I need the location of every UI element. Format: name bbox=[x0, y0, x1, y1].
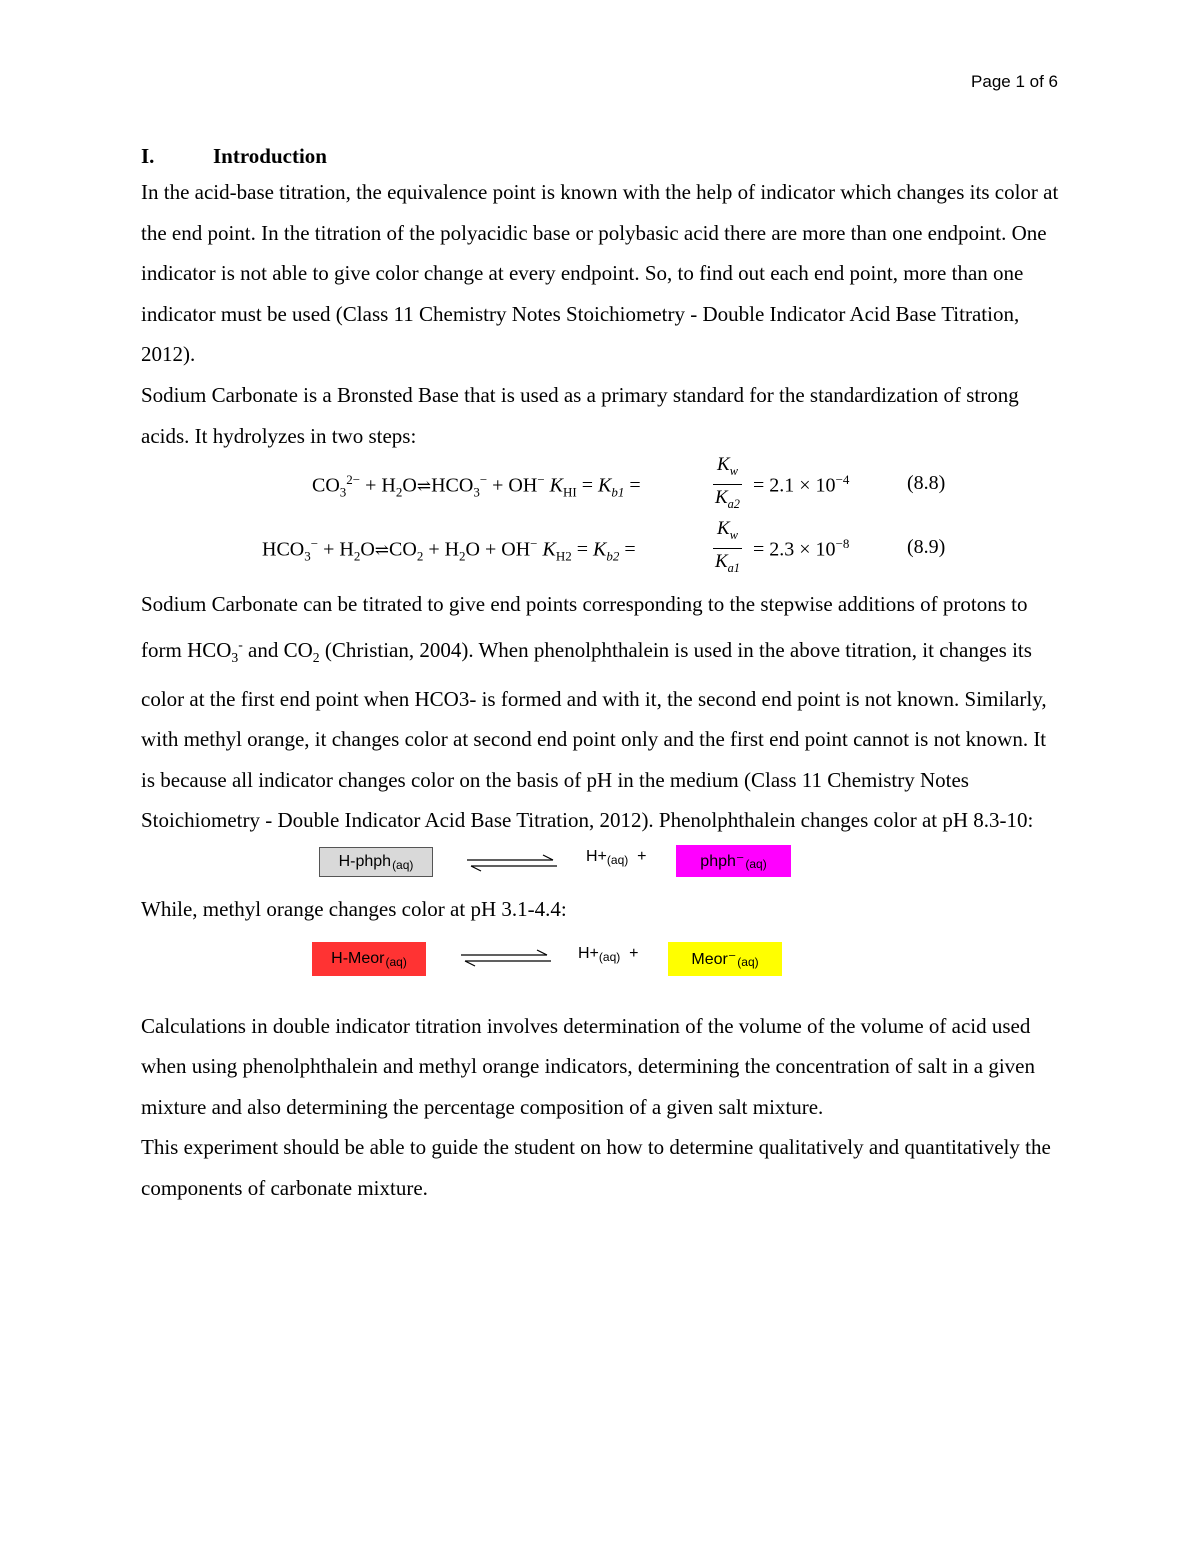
equation-8-9-tag: (8.9) bbox=[907, 536, 946, 559]
equilibrium-arrows-icon bbox=[461, 948, 551, 968]
reaction-phenolphthalein bbox=[141, 841, 1061, 889]
paragraph-calculations: Calculations in double indicator titration involves determination of the volume of the volume of acid used when using phenolphthalein and methyl orange indicators, determining the concentration of salt in a given mixture and also determining the percentage composition of a given salt mixture. bbox=[141, 1013, 1036, 1119]
equation-8-8 bbox=[141, 456, 1061, 520]
page-number: Page 1 of 6 bbox=[971, 72, 1058, 91]
section-title: Introduction bbox=[213, 144, 327, 168]
equation-8-9-value: = $2.3 \times 10^{-8}$ bbox=[753, 536, 850, 561]
equation-8-9 bbox=[141, 520, 1061, 584]
section-number: I. bbox=[141, 144, 155, 168]
phph-product-box: phph⁻ (aq) bbox=[676, 845, 791, 877]
reaction-methyl-orange bbox=[141, 930, 1061, 992]
equation-8-9-fraction: $\frac{K_w}{K_{a1}}$ bbox=[714, 518, 740, 575]
section-heading bbox=[141, 140, 1061, 172]
phph-proton-product: H+(aq) + bbox=[586, 847, 647, 867]
paragraph-sodium-carbonate: Sodium Carbonate is a Bronsted Base that is used as a primary standard for the standardization of strong acids. It hydrolyzes in two steps: bbox=[141, 382, 1019, 448]
equation-8-8-reaction: $CO_3^{2-}$ + $H_2O\rightleftharpoons HCO_3^- + OH^-$ $K_{HI} = K_{b1}$ = bbox=[312, 472, 641, 500]
equation-8-8-value: = $2.1 \times 10^{-4}$ bbox=[753, 472, 850, 497]
paragraph-methyl-orange: While, methyl orange changes color at pH 3.1-4.4: bbox=[141, 896, 567, 921]
equilibrium-arrows-icon bbox=[467, 853, 557, 873]
equation-8-9-reaction: $HCO_3^-$ + $H_2O\rightleftharpoons CO_2 + H_2O + OH^-$ $K_{H2} = K_{b2}$ = bbox=[262, 536, 636, 564]
meor-reactant-box: H-Meor (aq) bbox=[312, 942, 426, 976]
equation-8-8-tag: (8.8) bbox=[907, 472, 946, 495]
meor-proton-product: H+(aq) + bbox=[578, 944, 639, 964]
paragraph-experiment: This experiment should be able to guide the student on how to determine qualitatively and quantitatively the components of carbonate mixture. bbox=[141, 1135, 1051, 1200]
paragraph-titration: Sodium Carbonate can be titrated to give end points corresponding to the stepwise additions of protons to form $HCO_3^-$ and $CO_2$ (Christian, 2004). When phenolphthalein is used in the above titration, it changes its color at the first end point when HCO3- is formed and with it, the second end point is not known. Similarly, with methyl orange, it changes color at second end point only and the first end point cannot is not known. It is because all indicator changes color on the basis of pH in the medium (Class 11 Chemistry Notes Stoichiometry - Double Indicator Acid Base Titration, 2012). Phenolphthalein changes color at pH 8.3-10: bbox=[141, 592, 1047, 833]
meor-product-box: Meor⁻ (aq) bbox=[668, 942, 782, 976]
phph-reactant-box: H-phph (aq) bbox=[319, 847, 433, 877]
equation-8-8-fraction: $\frac{K_w}{K_{a2}}$ bbox=[714, 454, 740, 511]
paragraph-intro: In the acid-base titration, the equivalence point is known with the help of indicator which changes its color at the end point. In the titration of the polyacidic base or polybasic acid there are more than one endpoint. One indicator is not able to give color change at every endpoint. So, to find out each end point, more than one indicator must be used (Class 11 Chemistry Notes Stoichiometry - Double Indicator Acid Base Titration, 2012). bbox=[141, 180, 1059, 367]
content bbox=[141, 140, 1061, 1208]
